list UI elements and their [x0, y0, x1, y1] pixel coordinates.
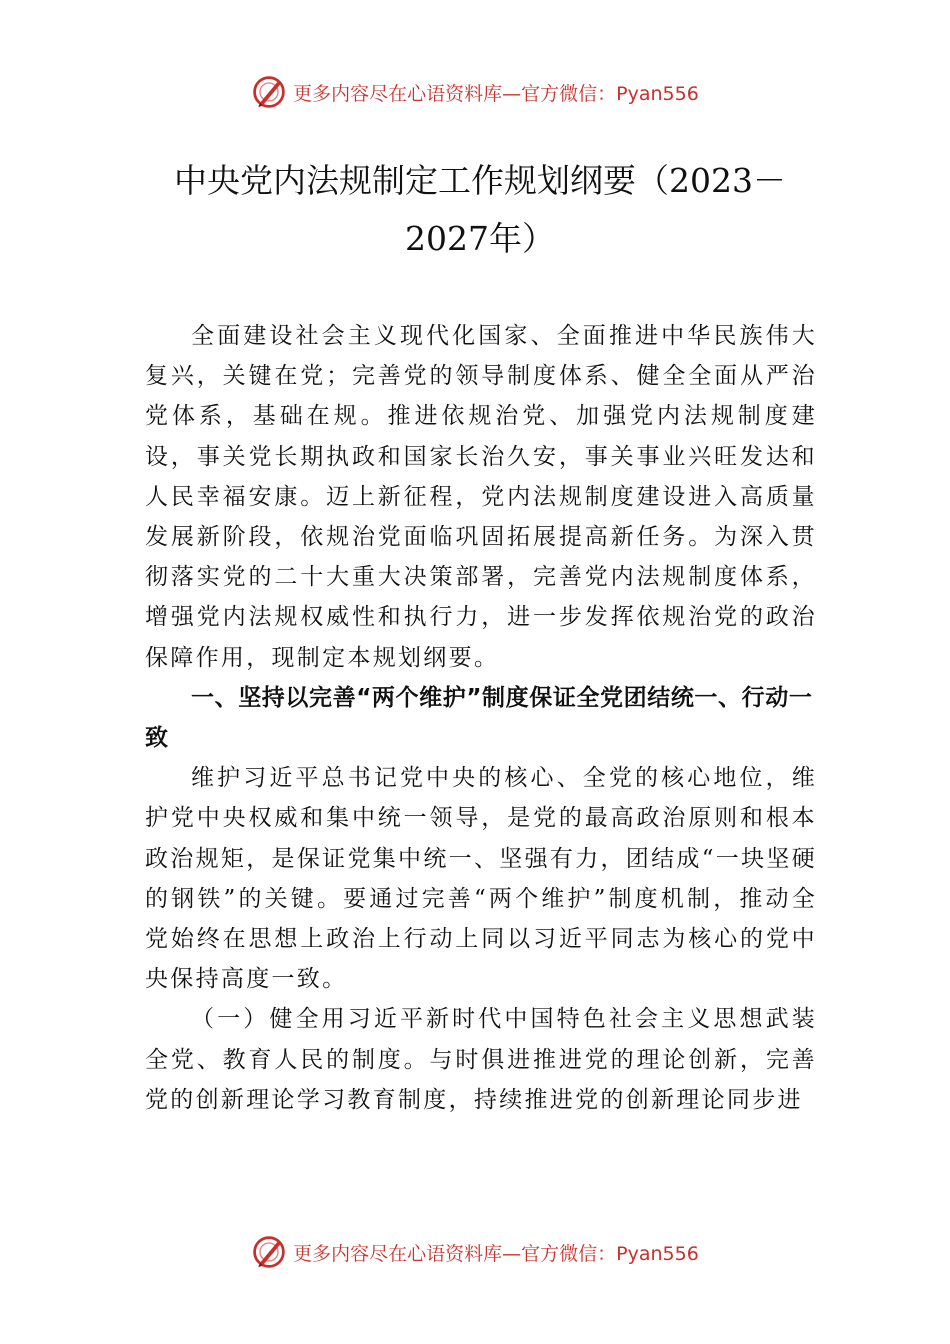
section-1-heading: 一、坚持以完善“两个维护”制度保证全党团结统一、行动一致	[145, 684, 813, 752]
watermark-text: 更多内容尽在心语资料库—官方微信：Pyan556	[293, 1242, 699, 1265]
section-1-paragraph: 维护习近平总书记党中央的核心、全党的核心地位，维护党中央权威和集中统一领导，是党的最高政治原则和根本政治规矩，是保证党集中统一、坚强有力，团结成“一块坚硬的钢铁”的关键。要通过完善“两个维护”制度机制，推动全党始终在思想上政治上行动上同以习近平同志为核心的党中央保持高度一致。	[145, 765, 817, 993]
title-line-1: 中央党内法规制定工作规划纲要（2023－	[174, 161, 786, 200]
title-line-2: 2027年）	[405, 219, 555, 258]
intro-paragraph: 全面建设社会主义现代化国家、全面推进中华民族伟大复兴，关键在党；完善党的领导制度体系、健全全面从严治党体系，基础在规。推进依规治党、加强党内法规制度建设，事关党长期执政和国家长治久安，事关事业兴旺发达和人民幸福安康。迈上新征程，党内法规制度建设进入高质量发展新阶段，依规治党面临巩固拓展提高新任务。为深入贯彻落实党的二十大重大决策部署，完善党内法规制度体系，增强党内法规权威性和执行力，进一步发挥依规治党的政治保障作用，现制定本规划纲要。	[145, 323, 817, 671]
watermark-footer	[0, 1230, 950, 1274]
subsection-1-paragraph: （一）健全用习近平新时代中国特色社会主义思想武装全党、教育人民的制度。与时俱进推进党的理论创新，完善党的创新理论学习教育制度，持续推进党的创新理论同步进	[145, 1006, 817, 1113]
pen-circle-logo-icon	[251, 74, 287, 110]
watermark-header	[0, 70, 950, 114]
watermark-text: 更多内容尽在心语资料库—官方微信：Pyan556	[293, 82, 699, 105]
pen-circle-logo-icon	[251, 1234, 287, 1270]
document-body	[145, 316, 817, 1120]
watermark-handle: Pyan556	[616, 82, 699, 105]
document-title	[140, 152, 820, 268]
watermark-handle: Pyan556	[616, 1242, 699, 1265]
